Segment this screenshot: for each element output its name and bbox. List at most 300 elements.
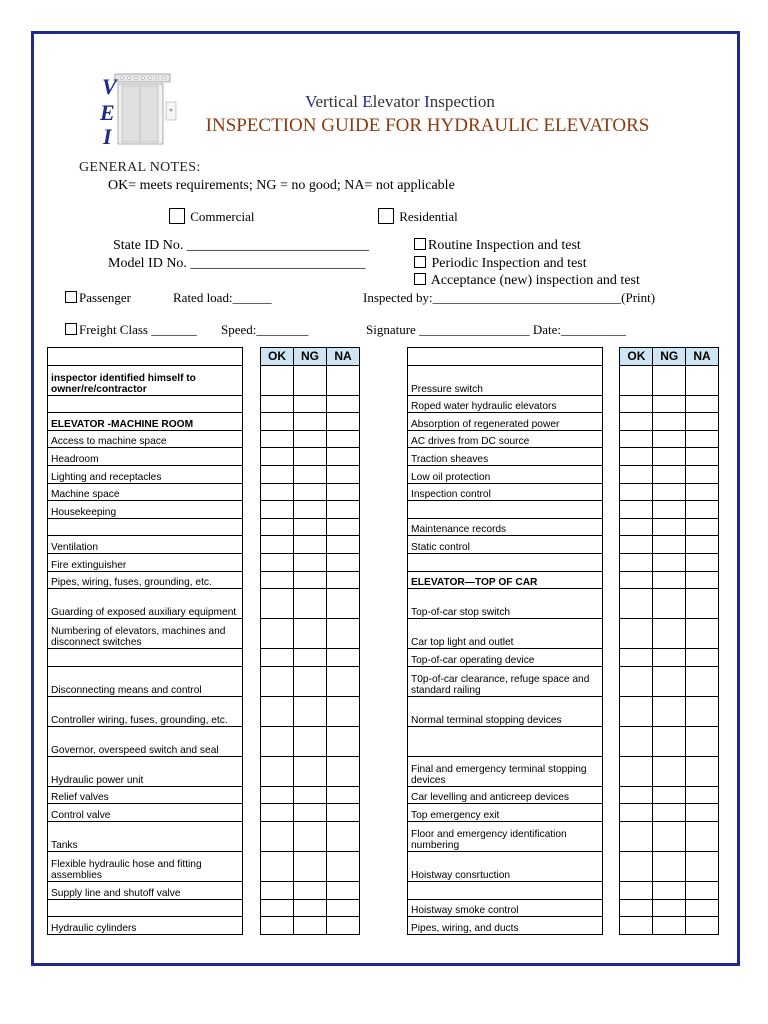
passenger-option[interactable] xyxy=(65,290,131,306)
ng-cell[interactable] xyxy=(294,365,327,395)
ng-cell[interactable] xyxy=(294,917,327,935)
ng-cell[interactable] xyxy=(653,804,686,822)
column-gap xyxy=(243,395,261,413)
ng-cell[interactable] xyxy=(294,465,327,483)
ok-cell[interactable] xyxy=(261,851,294,881)
column-gap xyxy=(602,536,620,554)
commercial-checkbox[interactable] xyxy=(169,208,185,224)
table-header-row xyxy=(48,348,360,366)
item-label: Disconnecting means and control xyxy=(48,666,243,696)
na-cell[interactable] xyxy=(686,899,719,917)
header-na: NA xyxy=(327,348,360,366)
ng-cell[interactable] xyxy=(294,571,327,589)
ok-cell[interactable] xyxy=(261,501,294,519)
ng-cell[interactable] xyxy=(653,465,686,483)
na-cell[interactable] xyxy=(686,553,719,571)
na-cell[interactable] xyxy=(327,571,360,589)
table-row xyxy=(48,536,360,554)
table-row xyxy=(408,413,719,431)
ng-cell[interactable] xyxy=(653,395,686,413)
ok-cell[interactable] xyxy=(620,666,653,696)
column-gap xyxy=(243,536,261,554)
ok-cell[interactable] xyxy=(261,518,294,536)
item-label: Top emergency exit xyxy=(408,804,603,822)
ng-cell[interactable] xyxy=(653,851,686,881)
ok-cell[interactable] xyxy=(620,518,653,536)
column-gap xyxy=(602,571,620,589)
ng-cell[interactable] xyxy=(294,589,327,619)
column-gap xyxy=(243,619,261,649)
item-label: Normal terminal stopping devices xyxy=(408,696,603,726)
na-cell[interactable] xyxy=(686,571,719,589)
na-cell[interactable] xyxy=(686,756,719,786)
column-gap xyxy=(602,430,620,448)
ok-cell[interactable] xyxy=(261,756,294,786)
column-gap xyxy=(243,430,261,448)
column-gap xyxy=(602,917,620,935)
column-gap xyxy=(243,571,261,589)
ok-cell[interactable] xyxy=(620,821,653,851)
item-label xyxy=(48,899,243,917)
residential-option[interactable] xyxy=(378,208,458,225)
ok-cell[interactable] xyxy=(261,395,294,413)
ok-cell[interactable] xyxy=(620,413,653,431)
table-row xyxy=(408,756,719,786)
table-row xyxy=(48,518,360,536)
column-gap xyxy=(243,483,261,501)
item-label: Supply line and shutoff valve xyxy=(48,881,243,899)
column-gap xyxy=(243,917,261,935)
na-cell[interactable] xyxy=(686,851,719,881)
ok-cell[interactable] xyxy=(620,696,653,726)
ok-cell[interactable] xyxy=(620,448,653,466)
ok-cell[interactable] xyxy=(261,726,294,756)
na-cell[interactable] xyxy=(327,413,360,431)
column-gap xyxy=(602,696,620,726)
ng-cell[interactable] xyxy=(294,619,327,649)
ng-cell[interactable] xyxy=(653,501,686,519)
na-cell[interactable] xyxy=(686,589,719,619)
column-gap xyxy=(243,348,261,366)
na-cell[interactable] xyxy=(686,726,719,756)
column-gap xyxy=(602,851,620,881)
na-cell[interactable] xyxy=(327,365,360,395)
column-gap xyxy=(602,413,620,431)
table-row xyxy=(48,756,360,786)
table-row xyxy=(48,465,360,483)
column-gap xyxy=(602,395,620,413)
item-label: Flexible hydraulic hose and fitting assemblies xyxy=(48,851,243,881)
na-cell[interactable] xyxy=(686,483,719,501)
column-gap xyxy=(243,365,261,395)
na-cell[interactable] xyxy=(686,413,719,431)
ng-cell[interactable] xyxy=(653,881,686,899)
ok-cell[interactable] xyxy=(620,571,653,589)
table-row xyxy=(48,786,360,804)
ng-cell[interactable] xyxy=(653,448,686,466)
ng-cell[interactable] xyxy=(653,756,686,786)
item-label: Control valve xyxy=(48,804,243,822)
item-label: Maintenance records xyxy=(408,518,603,536)
na-cell[interactable] xyxy=(327,899,360,917)
freight-checkbox[interactable] xyxy=(65,323,77,335)
table-row xyxy=(408,649,719,667)
ng-cell[interactable] xyxy=(294,395,327,413)
ok-cell[interactable] xyxy=(261,696,294,726)
na-cell[interactable] xyxy=(686,804,719,822)
ng-cell[interactable] xyxy=(653,696,686,726)
column-gap xyxy=(602,899,620,917)
ok-cell[interactable] xyxy=(261,899,294,917)
ng-cell[interactable] xyxy=(294,536,327,554)
na-cell[interactable] xyxy=(686,821,719,851)
column-gap xyxy=(243,589,261,619)
item-header-cell xyxy=(48,348,243,366)
table-row xyxy=(48,395,360,413)
acceptance-checkbox[interactable] xyxy=(414,273,426,285)
ng-cell[interactable] xyxy=(653,553,686,571)
table-row xyxy=(408,821,719,851)
ok-cell[interactable] xyxy=(620,917,653,935)
checklist-table-left xyxy=(47,347,360,935)
routine-checkbox[interactable] xyxy=(414,238,426,250)
residential-label: Residential xyxy=(399,209,458,224)
ng-cell[interactable] xyxy=(653,786,686,804)
na-cell[interactable] xyxy=(686,696,719,726)
item-label: ELEVATOR—TOP OF CAR xyxy=(408,571,603,589)
column-gap xyxy=(243,501,261,519)
ok-cell[interactable] xyxy=(261,365,294,395)
na-cell[interactable] xyxy=(327,851,360,881)
item-label: Housekeeping xyxy=(48,501,243,519)
ok-cell[interactable] xyxy=(261,649,294,667)
ok-cell[interactable] xyxy=(620,365,653,395)
item-label xyxy=(408,553,603,571)
ok-cell[interactable] xyxy=(261,917,294,935)
ng-cell[interactable] xyxy=(294,483,327,501)
na-cell[interactable] xyxy=(327,804,360,822)
na-cell[interactable] xyxy=(686,395,719,413)
ok-cell[interactable] xyxy=(261,881,294,899)
ok-cell[interactable] xyxy=(620,465,653,483)
ok-cell[interactable] xyxy=(261,430,294,448)
ok-cell[interactable] xyxy=(620,430,653,448)
column-gap xyxy=(602,501,620,519)
table-row xyxy=(408,448,719,466)
na-cell[interactable] xyxy=(327,666,360,696)
ok-cell[interactable] xyxy=(620,726,653,756)
ng-cell[interactable] xyxy=(294,448,327,466)
item-label: Fire extinguisher xyxy=(48,553,243,571)
ok-cell[interactable] xyxy=(261,465,294,483)
header-ng: NG xyxy=(294,348,327,366)
na-cell[interactable] xyxy=(327,536,360,554)
na-cell[interactable] xyxy=(686,536,719,554)
ng-cell[interactable] xyxy=(653,666,686,696)
periodic-checkbox[interactable] xyxy=(414,256,426,268)
column-gap xyxy=(243,899,261,917)
ok-cell[interactable] xyxy=(261,571,294,589)
ng-cell[interactable] xyxy=(653,536,686,554)
column-gap xyxy=(243,448,261,466)
ng-cell[interactable] xyxy=(294,430,327,448)
ok-cell[interactable] xyxy=(261,448,294,466)
ng-cell[interactable] xyxy=(653,413,686,431)
na-cell[interactable] xyxy=(327,619,360,649)
na-cell[interactable] xyxy=(327,917,360,935)
ng-cell[interactable] xyxy=(653,483,686,501)
rated-load-field[interactable]: Rated load:______ xyxy=(173,290,272,305)
commercial-option[interactable] xyxy=(169,208,255,225)
routine-option[interactable] xyxy=(414,238,581,254)
ng-cell[interactable] xyxy=(653,589,686,619)
na-cell[interactable] xyxy=(686,786,719,804)
ng-cell[interactable] xyxy=(294,726,327,756)
ok-cell[interactable] xyxy=(620,899,653,917)
item-label: Absorption of regenerated power xyxy=(408,413,603,431)
table-row xyxy=(48,430,360,448)
ng-cell[interactable] xyxy=(653,899,686,917)
table-row xyxy=(48,649,360,667)
ng-cell[interactable] xyxy=(294,851,327,881)
item-label: Hoistway smoke control xyxy=(408,899,603,917)
item-label: ELEVATOR -MACHINE ROOM xyxy=(48,413,243,431)
na-cell[interactable] xyxy=(686,619,719,649)
ng-cell[interactable] xyxy=(294,821,327,851)
table-row xyxy=(408,851,719,881)
table-row xyxy=(408,536,719,554)
table-row xyxy=(48,589,360,619)
ng-cell[interactable] xyxy=(294,881,327,899)
item-header-cell xyxy=(408,348,603,366)
table-row xyxy=(48,483,360,501)
na-cell[interactable] xyxy=(327,821,360,851)
item-label: Floor and emergency identification numbering xyxy=(408,821,603,851)
periodic-option[interactable] xyxy=(414,256,587,272)
table-row xyxy=(408,726,719,756)
na-cell[interactable] xyxy=(327,501,360,519)
ng-cell[interactable] xyxy=(653,430,686,448)
na-cell[interactable] xyxy=(686,365,719,395)
item-label: Traction sheaves xyxy=(408,448,603,466)
na-cell[interactable] xyxy=(327,649,360,667)
ng-cell[interactable] xyxy=(294,786,327,804)
ng-cell[interactable] xyxy=(653,571,686,589)
item-label: Lighting and receptacles xyxy=(48,465,243,483)
item-label: Ventilation xyxy=(48,536,243,554)
na-cell[interactable] xyxy=(327,518,360,536)
speed-field[interactable]: Speed:________ xyxy=(221,322,309,337)
ng-cell[interactable] xyxy=(294,804,327,822)
residential-checkbox[interactable] xyxy=(378,208,394,224)
item-label: Top-of-car stop switch xyxy=(408,589,603,619)
item-label: Pipes, wiring, and ducts xyxy=(408,917,603,935)
ng-cell[interactable] xyxy=(294,899,327,917)
table-row xyxy=(408,395,719,413)
column-gap xyxy=(243,413,261,431)
acceptance-option[interactable] xyxy=(414,273,640,289)
routine-label: Routine Inspection and test xyxy=(428,238,581,253)
item-label xyxy=(48,649,243,667)
item-label: Access to machine space xyxy=(48,430,243,448)
column-gap xyxy=(602,786,620,804)
column-gap xyxy=(602,465,620,483)
na-cell[interactable] xyxy=(327,465,360,483)
item-label: AC drives from DC source xyxy=(408,430,603,448)
ok-cell[interactable] xyxy=(620,756,653,786)
ok-cell[interactable] xyxy=(620,881,653,899)
table-row xyxy=(48,917,360,935)
header-na: NA xyxy=(686,348,719,366)
na-cell[interactable] xyxy=(686,430,719,448)
na-cell[interactable] xyxy=(686,518,719,536)
na-cell[interactable] xyxy=(686,649,719,667)
na-cell[interactable] xyxy=(327,756,360,786)
table-row xyxy=(48,851,360,881)
na-cell[interactable] xyxy=(327,430,360,448)
ok-cell[interactable] xyxy=(261,804,294,822)
na-cell[interactable] xyxy=(686,666,719,696)
ok-cell[interactable] xyxy=(261,666,294,696)
na-cell[interactable] xyxy=(327,786,360,804)
item-label: Static control xyxy=(408,536,603,554)
model-id-field[interactable]: Model ID No. _________________________ xyxy=(108,256,366,271)
ng-cell[interactable] xyxy=(294,696,327,726)
table-row xyxy=(48,571,360,589)
ok-cell[interactable] xyxy=(261,413,294,431)
ok-cell[interactable] xyxy=(620,804,653,822)
na-cell[interactable] xyxy=(686,501,719,519)
table-row xyxy=(408,571,719,589)
item-label xyxy=(48,518,243,536)
passenger-checkbox[interactable] xyxy=(65,291,77,303)
ng-cell[interactable] xyxy=(294,413,327,431)
table-row xyxy=(48,619,360,649)
item-label: Hydraulic cylinders xyxy=(48,917,243,935)
ng-cell[interactable] xyxy=(294,518,327,536)
item-label: Car top light and outlet xyxy=(408,619,603,649)
item-label: Car levelling and anticreep devices xyxy=(408,786,603,804)
ng-cell[interactable] xyxy=(653,726,686,756)
signature-date-field[interactable]: Signature _________________ Date:__________ xyxy=(366,322,626,337)
ng-cell[interactable] xyxy=(294,649,327,667)
column-gap xyxy=(602,589,620,619)
ok-cell[interactable] xyxy=(620,536,653,554)
item-label xyxy=(48,395,243,413)
freight-option[interactable] xyxy=(65,322,197,338)
ng-cell[interactable] xyxy=(653,649,686,667)
ok-cell[interactable] xyxy=(620,483,653,501)
na-cell[interactable] xyxy=(686,465,719,483)
na-cell[interactable] xyxy=(327,589,360,619)
ok-cell[interactable] xyxy=(620,619,653,649)
column-gap xyxy=(243,649,261,667)
na-cell[interactable] xyxy=(327,395,360,413)
page-title: Vertical Elevator Inspection xyxy=(305,92,495,111)
ok-cell[interactable] xyxy=(620,501,653,519)
na-cell[interactable] xyxy=(327,483,360,501)
ok-cell[interactable] xyxy=(620,851,653,881)
state-id-field[interactable]: State ID No. __________________________ xyxy=(113,238,369,253)
item-label: Hydraulic power unit xyxy=(48,756,243,786)
table-row xyxy=(408,786,719,804)
item-label: Tanks xyxy=(48,821,243,851)
na-cell[interactable] xyxy=(327,696,360,726)
item-label xyxy=(408,881,603,899)
column-gap xyxy=(243,465,261,483)
ng-cell[interactable] xyxy=(653,821,686,851)
periodic-label: Periodic Inspection and test xyxy=(431,256,587,271)
column-gap xyxy=(602,881,620,899)
ng-cell[interactable] xyxy=(294,553,327,571)
ng-cell[interactable] xyxy=(294,501,327,519)
table-row xyxy=(48,899,360,917)
logo-letter-v: V xyxy=(102,74,117,99)
na-cell[interactable] xyxy=(327,553,360,571)
item-label xyxy=(408,501,603,519)
na-cell[interactable] xyxy=(686,881,719,899)
inspected-by-field[interactable]: Inspected by:_____________________________(Print) xyxy=(363,290,656,305)
na-cell[interactable] xyxy=(327,881,360,899)
ok-cell[interactable] xyxy=(620,589,653,619)
page-subtitle: INSPECTION GUIDE FOR HYDRAULIC ELEVATORS xyxy=(205,115,650,136)
ng-cell[interactable] xyxy=(653,365,686,395)
ng-cell[interactable] xyxy=(294,666,327,696)
item-label: Controller wiring, fuses, grounding, etc. xyxy=(48,696,243,726)
ok-cell[interactable] xyxy=(261,589,294,619)
ng-cell[interactable] xyxy=(653,917,686,935)
ok-cell[interactable] xyxy=(261,483,294,501)
column-gap xyxy=(602,666,620,696)
na-cell[interactable] xyxy=(327,448,360,466)
table-row xyxy=(48,666,360,696)
item-label: Numbering of elevators, machines and disconnect switches xyxy=(48,619,243,649)
table-row xyxy=(408,501,719,519)
column-gap xyxy=(243,756,261,786)
table-row xyxy=(48,726,360,756)
ok-cell[interactable] xyxy=(261,786,294,804)
table-row xyxy=(48,501,360,519)
notes-legend: OK= meets requirements; NG = no good; NA= not applicable xyxy=(108,178,455,193)
na-cell[interactable] xyxy=(686,448,719,466)
ng-cell[interactable] xyxy=(653,619,686,649)
table-row xyxy=(48,365,360,395)
na-cell[interactable] xyxy=(327,726,360,756)
item-label: Relief valves xyxy=(48,786,243,804)
na-cell[interactable] xyxy=(686,917,719,935)
ok-cell[interactable] xyxy=(261,553,294,571)
column-gap xyxy=(602,518,620,536)
checklist-table-right xyxy=(407,347,719,935)
ng-cell[interactable] xyxy=(653,518,686,536)
ok-cell[interactable] xyxy=(261,536,294,554)
item-label: Governor, overspeed switch and seal xyxy=(48,726,243,756)
ok-cell[interactable] xyxy=(620,395,653,413)
ok-cell[interactable] xyxy=(620,786,653,804)
ok-cell[interactable] xyxy=(620,649,653,667)
table-row xyxy=(408,553,719,571)
ok-cell[interactable] xyxy=(261,821,294,851)
passenger-label: Passenger xyxy=(79,290,131,305)
column-gap xyxy=(243,851,261,881)
item-label: Top-of-car operating device xyxy=(408,649,603,667)
ok-cell[interactable] xyxy=(261,619,294,649)
table-header-row xyxy=(408,348,719,366)
ok-cell[interactable] xyxy=(620,553,653,571)
general-notes-heading: GENERAL NOTES: xyxy=(79,160,201,175)
column-gap xyxy=(602,804,620,822)
ng-cell[interactable] xyxy=(294,756,327,786)
